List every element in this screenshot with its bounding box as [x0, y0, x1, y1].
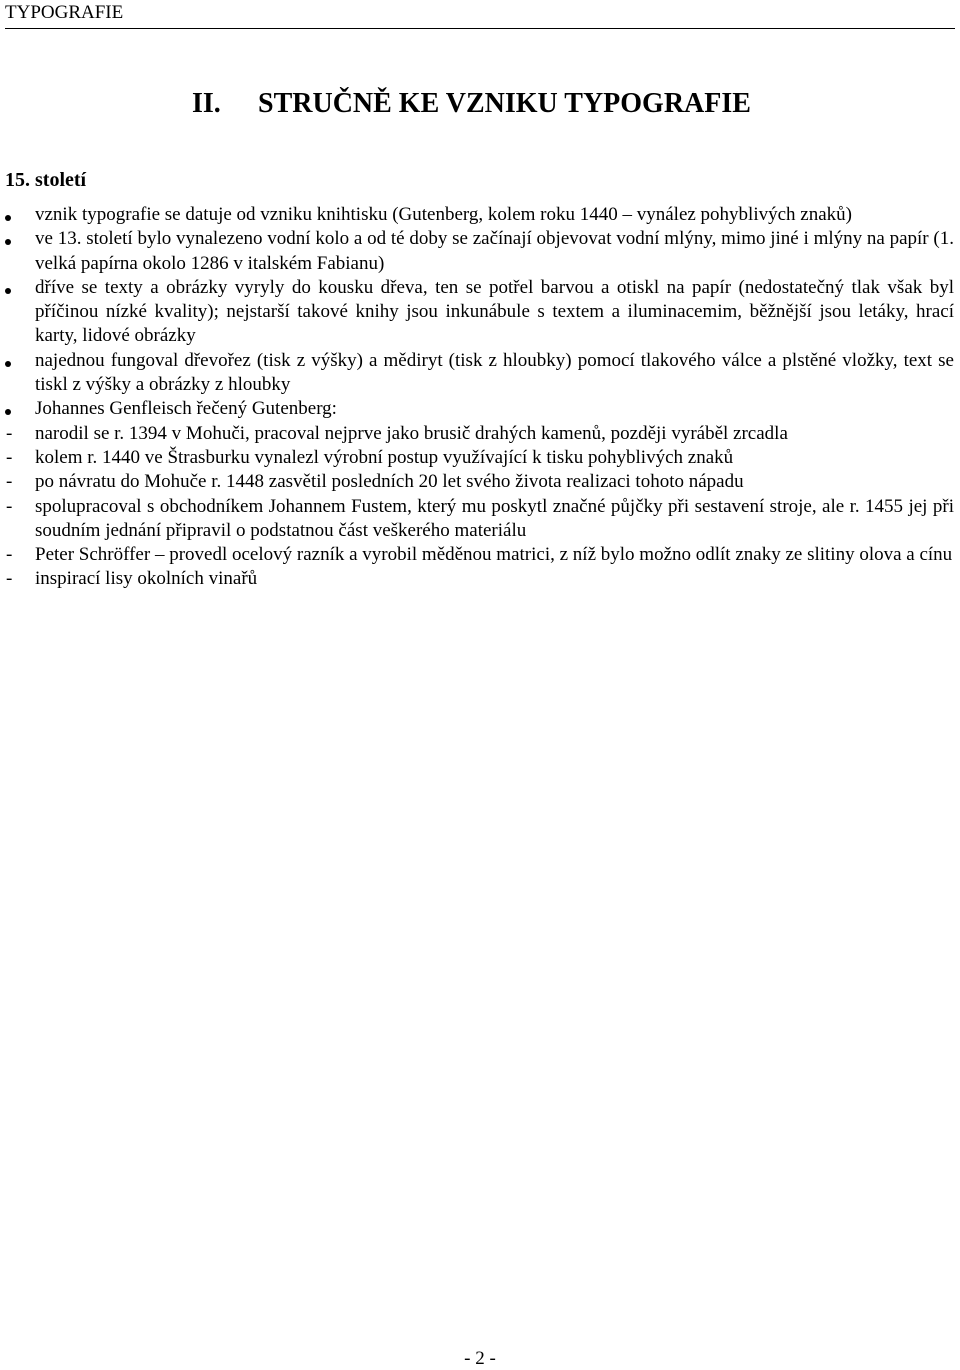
chapter-title [192, 88, 751, 120]
bullet-text: dříve se texty a obrázky vyryly do kousku dřeva, ten se potřel barvou a otiskl na papír (nedostatečný tlak však byl příčinou nízké kvality); nejstarší takové knihy jsou inkunábule s textem a iluminacemim, běžnější jsou letáky, hrací karty, lidové obrázky [35, 276, 954, 347]
fact-item [6, 495, 954, 544]
bullet-item [6, 397, 954, 421]
bullet-dot-icon [5, 288, 11, 294]
fact-text: narodil se r. 1394 v Mohuči, pracoval nejprve jako brusič drahých kamenů, později vyráběl zrcadla [35, 422, 788, 444]
fact-item [6, 446, 954, 470]
fact-text: po návratu do Mohuče r. 1448 zasvětil posledních 20 let svého života realizaci tohoto nápadu [35, 471, 744, 493]
bullet-text: Johannes Genfleisch řečený Gutenberg: [35, 398, 337, 420]
bullet-item [6, 203, 954, 227]
dash-marker: - [6, 568, 13, 590]
fact-item [6, 543, 954, 567]
fact-text: inspirací lisy okolních vinařů [35, 568, 258, 590]
fact-item [6, 567, 954, 591]
running-header-title: TYPOGRAFIE [5, 2, 124, 23]
fact-text: Peter Schröffer – provedl ocelový razník a vyrobil měděnou matrici, z níž bylo možno odlít znaky ze slitiny olova a cínu [35, 544, 953, 566]
bullet-text: vznik typografie se datuje od vzniku knihtisku (Gutenberg, kolem roku 1440 – vynález pohyblivých znaků) [35, 204, 852, 225]
bullet-item [6, 227, 954, 276]
bullet-dot-icon [5, 239, 11, 245]
dash-marker: - [6, 495, 13, 517]
bullet-dot-icon [5, 361, 11, 367]
dash-marker: - [6, 544, 13, 566]
bullet-text: najednou fungoval dřevořez (tisk z výšky) a mědiryt (tisk z hloubky) pomocí tlakového válce a plstěné vložky, text se tiskl z výšky a obrázky z hloubky [35, 349, 954, 396]
gutenberg-fact-list [6, 422, 954, 592]
bullet-item [6, 276, 954, 349]
fact-text: kolem r. 1440 ve Štrasburku vynalezl výrobní postup využívající k tisku pohyblivých znaků [35, 446, 734, 468]
bullet-dot-icon [5, 215, 11, 221]
bullet-dot-icon [5, 409, 11, 415]
dash-marker: - [6, 446, 13, 468]
bullet-item [6, 349, 954, 398]
dash-marker: - [6, 471, 13, 493]
page-number: - 2 - [464, 1348, 496, 1369]
chapter-title-text: STRUČNĚ KE VZNIKU TYPOGRAFIE [258, 88, 751, 119]
bullet-text: ve 13. století bylo vynalezeno vodní kolo a od té doby se začínají objevovat vodní mlýny, mimo jiné i mlýny na papír (1. velká papírna okolo 1286 v italském Fabianu) [35, 228, 954, 274]
fact-item [6, 422, 954, 446]
fact-item [6, 470, 954, 494]
bullet-list [6, 203, 954, 422]
dash-marker: - [6, 422, 13, 444]
chapter-number: II. [192, 88, 221, 119]
running-header [5, 2, 955, 29]
section-heading: 15. století [5, 169, 87, 191]
document-body [6, 203, 954, 592]
fact-text: spolupracoval s obchodníkem Johannem Fustem, který mu poskytl značné půjčky při sestavení stroje, ale r. 1455 jej při soudním jednání připravil o podstatnou část veškerého materiálu [35, 495, 954, 541]
